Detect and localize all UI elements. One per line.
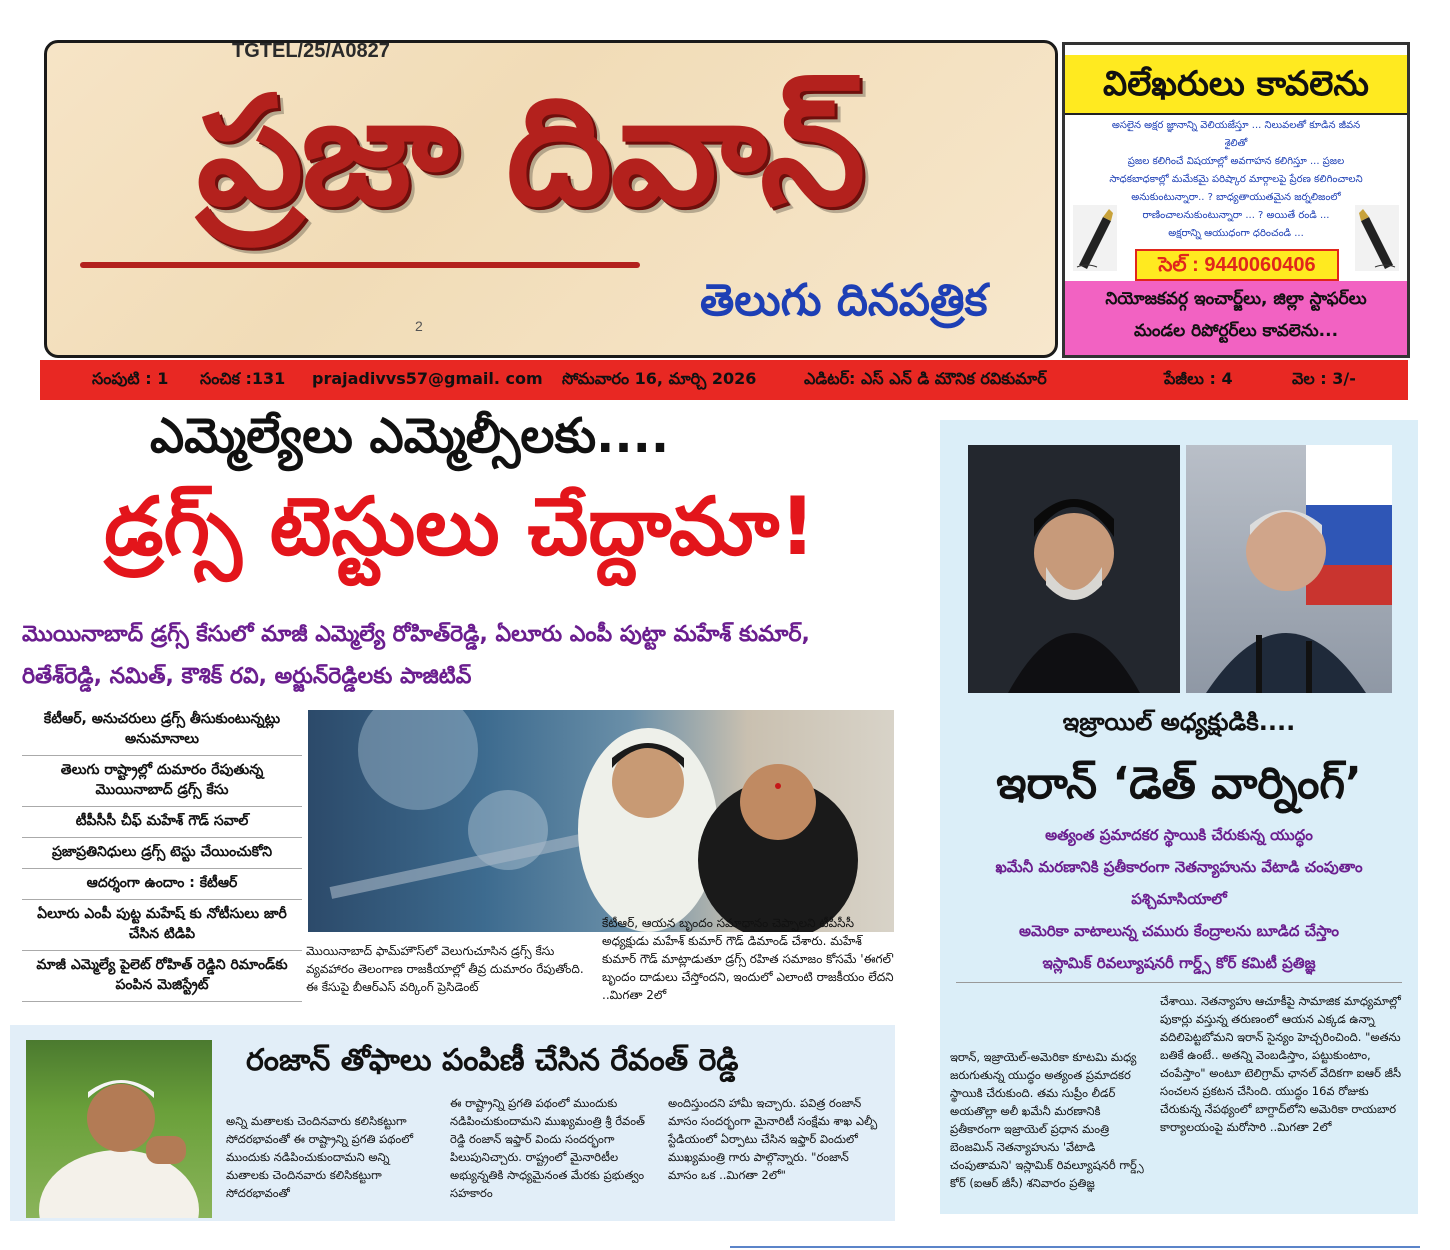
- ad-body-line: ప్రజల కలిగించే విషయాల్లో అవగాహన కలిగిస్తూ ... ప్రజల: [1127, 156, 1345, 167]
- iran-column: ఇరాన్, ఇజ్రాయెల్-అమెరికా కూటమి మధ్య జరుగుతున్న యుద్ధం అత్యంత ప్రమాదకర స్థాయికి చేరుకుంది. తమ సుప్రీం లీడర్ అయతొల్లా అలీ ఖమేనీ మరణానికి ప్రతీకారంగా ఇజ్రాయెల్ ప్రధాన మంత్రి బెంజమిన్ నెతన్యాహును 'వేటాడి చంపుతామని' ఇస్లామిక్ రివల్యూషనరీ గార్డ్స్ కోర్ (ఐఆర్ జీసీ) శనివారం ప్రతిజ్ఞ: [950, 1050, 1144, 1190]
- photo-illustration: [308, 710, 894, 932]
- newspaper-logo: ప్రజా దివాన్: [196, 65, 864, 239]
- main-kicker: ఎమ్మెల్యేలు ఎమ్మెల్సీలకు....: [150, 408, 670, 464]
- email-label: prajadivvs57@gmail. com: [312, 369, 543, 388]
- leader-photo-illustration: [968, 445, 1180, 693]
- date-label: సోమవారం 16, మార్చి 2026: [562, 369, 757, 388]
- ramzan-story-photo: [26, 1040, 212, 1218]
- price-label: వెల : 3/-: [1292, 369, 1356, 388]
- fountain-pen-icon: [1355, 205, 1399, 271]
- highlights-list: [22, 705, 302, 1002]
- main-subhead: మొయినాబాద్ డ్రగ్స్ కేసులో మాజీ ఎమ్మెల్యే రోహిత్‌రెడ్డి, ఏలూరు ఎంపీ పుట్టా మహేశ్ కుమార్,: [22, 622, 810, 647]
- divider: [956, 982, 1402, 983]
- story-continuation: కేటీఆర్, ఆయన బృందం సమాధానం చెప్పాలని టీపీసీసీ అధ్యక్షుడు మహేశ్ కుమార్ గౌడ్ డిమాండ్ చేశారు. మహేశ్ కుమార్ గౌడ్ మాట్లాడుతూ డ్రగ్స్ రహిత సమాజం కోసమే 'ఈగల్' బృందం దాడులు చేస్తోందని, ఇందులో ఎలాంటి రాజకీయం లేదని ..మిగతా 2లో: [602, 916, 895, 1002]
- iran-headline: ఇరాన్ ‘డెత్ వార్నింగ్’: [996, 758, 1362, 809]
- pages-label: పేజీలు : 4: [1164, 369, 1233, 388]
- iran-leader-photo: [968, 445, 1180, 693]
- ad-body-line: అసలైన అక్షర జ్ఞానాన్ని వెలియజేస్తూ ... నిలువలతో కూడిన జీవన శైలితో: [1111, 120, 1361, 149]
- highlight-item: కేటీఆర్, అనుచరులు డ్రగ్స్ తీసుకుంటున్నట్లు అనుమానాలు: [22, 705, 302, 756]
- ad-title: విలేఖరులు కావలెను: [1065, 55, 1407, 115]
- volume-label: సంపుటి : 1: [92, 369, 169, 388]
- ramzan-headline: రంజాన్ తోఫాలు పంపిణీ చేసిన రేవంత్ రెడ్డి: [246, 1043, 739, 1078]
- ad-body-line: రాణించాలనుకుంటున్నారా ... ? అయితే రండి ...: [1142, 210, 1330, 221]
- reporters-wanted-ad: [1062, 42, 1410, 358]
- ramzan-column: అందిస్తుందని హామీ ఇచ్చారు. పవిత్ర రంజాన్ మాసం సందర్భంగా మైనారిటీ సంక్షేమ శాఖ ఎల్బీ స్టేడియంలో ఏర్పాటు చేసిన ఇఫ్తార్ విందులో ముఖ్యమంత్రి గారు పాల్గొన్నారు. "రంజాన్ మాసం ఒక ..మిగతా 2లో": [668, 1096, 878, 1182]
- ad-pink-banner: [1065, 281, 1407, 355]
- tagline: తెలుగు దినపత్రిక: [700, 275, 988, 326]
- ramzan-column: అన్ని మతాలకు చెందినవారు కలిసికట్టుగా సోదరభావంతో ఈ రాష్ట్రాన్ని ప్రగతి పథంలో ముందుకు నడిపించుకుందామని అన్ని మతాలకు చెందినవారు కలిసికట్టుగా సోదరభావంతో: [226, 1114, 414, 1200]
- iran-kicker: ఇజ్రాయిల్ అధ్యక్షుడికి....: [1062, 708, 1296, 736]
- ad-phone-number: సెల్ : 9440060406: [1135, 249, 1339, 281]
- main-story-photo: [308, 710, 894, 932]
- page-marker: 2: [415, 318, 423, 334]
- bottom-rule: [730, 1246, 1420, 1248]
- ad-pink-line: మండల రిపోర్టర్‌లు కావలెను...: [1133, 321, 1339, 341]
- issue-label: సంచిక :131: [200, 369, 286, 388]
- editor-label: ఎడిటర్: ఎస్ ఎన్ డి మౌనిక రవికుమార్: [804, 369, 1047, 388]
- highlight-item: ప్రజాప్రతినిధులు డ్రగ్స్ టెస్టు చేయించుకోని: [22, 838, 302, 869]
- highlight-item: టీపీసీసీ చీఫ్ మహేశ్ గౌడ్ సవాల్: [22, 807, 302, 838]
- highlight-item: ఆదర్శంగా ఉందాం : కేటీఆర్: [22, 869, 302, 900]
- iran-subhead-line: పశ్చిమాసియాలో: [1131, 890, 1227, 908]
- ad-body: [1105, 117, 1367, 243]
- iran-column: చేశాయి. నెతన్యాహు ఆచూకీపై సామాజిక మాధ్యమాల్లో పుకార్లు వస్తున్న తరుణంలో ఆయన ఎక్కడ ఉన్నా వదిలిపెట్టబోమని ఇరాన్ సైన్యం హెచ్చరించింది. "అతను బతికే ఉంటే.. అతన్ని వెంబడిస్తాం, పట్టుకుంటాం, చంపేస్తాం" అంటూ టెలిగ్రామ్ ఛానల్ వేదికగా ఐఆర్ జీసీ సంచలన ప్రకటన చేసింది. యుద్ధం 16వ రోజుకు చేరుకున్న నేపథ్యంలో బాగ్దాద్‌లోని అమెరికా రాయబార కార్యాలయంపై మరోసారి ..మిగతా 2లో: [1160, 994, 1402, 1134]
- iran-subhead-line: అత్యంత ప్రమాదకర స్థాయికి చేరుకున్న యుద్ధం: [1045, 826, 1313, 844]
- ad-body-line: అనుకుంటున్నారా.. ? బాధ్యతాయుతమైన జర్నలిజంలో: [1131, 192, 1341, 203]
- ramzan-column: ఈ రాష్ట్రాన్ని ప్రగతి పథంలో ముందుకు నడిపించుకుందామని ముఖ్యమంత్రి శ్రీ రేవంత్ రెడ్డి రంజాన్ ఇఫ్తార్ విందు సందర్భంగా పిలుపునిచ్చారు. రాష్ట్రంలో మైనారిటీల అభ్యున్నతికి సాధ్యమైనంత మేరకు ప్రభుత్వం సహకారం: [450, 1096, 645, 1200]
- highlight-item: మాజీ ఎమ్మెల్యే పైలెట్ రోహిత్ రెడ్డిని రిమాండ్‌కు పంపిన మెజిస్ట్రేట్: [22, 951, 302, 1002]
- iran-subhead-line: ఖమేనీ మరణానికి ప్రతీకారంగా నెతన్యాహును వేటాడి చంపుతాం: [995, 858, 1363, 876]
- main-headline: డ్రగ్స్ టెస్టులు చేద్దామా!: [104, 480, 816, 573]
- person-photo-illustration: [26, 1040, 212, 1218]
- registration-number: TGTEL/25/A0827: [232, 40, 390, 62]
- ad-pink-line: నియోజకవర్గ ఇంచార్జ్‌లు, జిల్లా స్టాఫర్‌లు: [1105, 289, 1367, 309]
- logo-underline: [80, 262, 640, 268]
- photo-caption: మొయినాబాద్ ఫామ్‌హౌస్‌లో వెలుగుచూసిన డ్రగ్స్ కేసు వ్యవహారం తెలంగాణ రాజకీయాల్లో తీవ్ర దుమారం రేపుతోంది. ఈ కేసుపై బీఆర్ఎస్ వర్కింగ్ ప్రెసిడెంట్: [306, 944, 584, 994]
- israel-leader-photo: [1186, 445, 1392, 693]
- main-subhead: రితేశ్‌రెడ్డి, నమిత్, కౌశిక్ రవి, అర్జున్‌రెడ్డిలకు పాజిటివ్: [22, 664, 472, 689]
- fountain-pen-icon: [1073, 205, 1117, 271]
- highlight-item: తెలుగు రాష్ట్రాల్లో దుమారం రేపుతున్న మొయినాబాద్ డ్రగ్స్ కేసు: [22, 756, 302, 807]
- leader-photo-illustration: [1186, 445, 1392, 693]
- ad-body-line: అక్షరాన్ని ఆయుధంగా ధరించండి ...: [1168, 228, 1304, 239]
- highlight-item: ఏలూరు ఎంపీ పుట్ట మహేష్ కు నోటీసులు జారీ చేసిన టిడిపి: [22, 900, 302, 951]
- iran-subhead-line: అమెరికా వాటాలున్న చమురు కేంద్రాలను బూడిద చేస్తాం: [1018, 922, 1339, 940]
- issue-info-strip: [40, 360, 1408, 400]
- ad-body-line: సాధకబాధకాల్లో మమేకమై పరిష్కార మార్గాలపై ప్రేరణ కలిగించాలని: [1109, 174, 1363, 185]
- iran-subhead-line: ఇస్లామిక్ రివల్యూషనరీ గార్డ్స్ కోర్ కమిటీ ప్రతిజ్ఞ: [1042, 954, 1316, 972]
